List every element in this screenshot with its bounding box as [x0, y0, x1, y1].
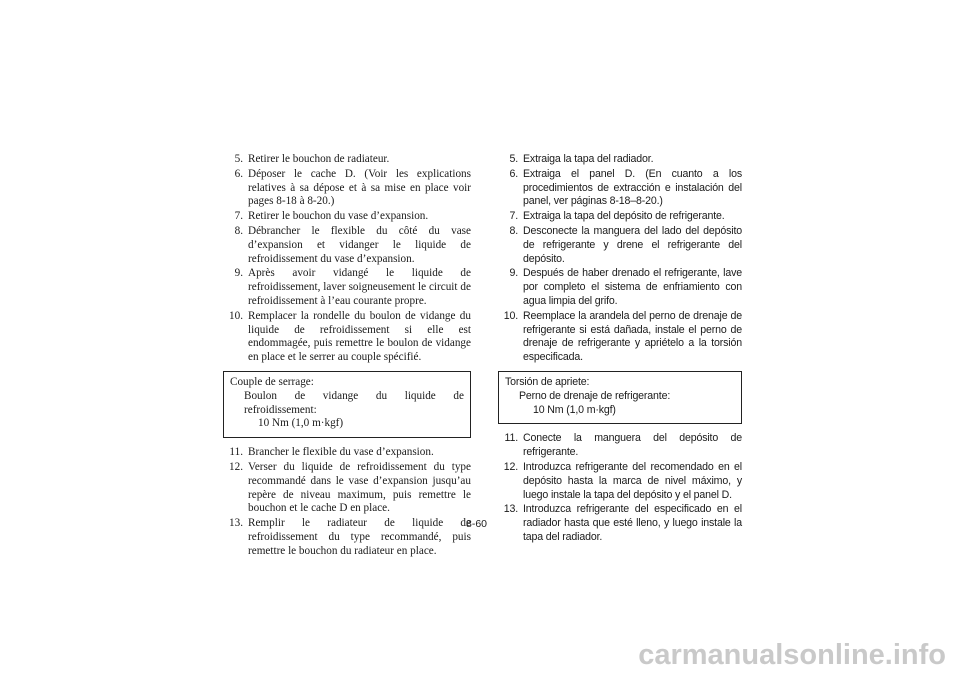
step-number: 10. [503, 309, 518, 322]
step-number: 7. [509, 210, 518, 223]
list-item [221, 168, 471, 209]
torque-box-item: Perno de drenaje de refrigerante: [519, 389, 671, 402]
spanish-column [496, 153, 742, 546]
list-item [496, 432, 742, 460]
french-column [221, 153, 471, 560]
step-number: 12. [229, 460, 243, 473]
list-item [221, 210, 471, 224]
french-torque-box [223, 371, 471, 438]
step-text: Verser du liquide de refroidissement du type recommandé dans le vase d’expansion jusqu’au repère de niveau maximum, puis remettre le bouchon et le cache D en place. [248, 460, 471, 515]
step-text: Desconecte la manguera del lado del depósito de refrigerante y drene el refrigerante del depósito. [523, 224, 742, 265]
list-item [221, 267, 471, 308]
list-item [221, 517, 471, 558]
step-text: Débrancher le flexible du côté du vase d’expansion et vidanger le liquide de refroidissement du vase d’expansion. [248, 224, 471, 265]
step-number: 10. [229, 309, 243, 322]
torque-box-title: Couple de serrage: [230, 375, 314, 388]
list-item [496, 225, 742, 266]
step-number: 11. [229, 446, 243, 459]
step-text: Reemplace la arandela del perno de drenaje de refrigerante si está dañada, instale el perno de drenaje de refrigerante y apriételo a la torsión especificada. [523, 309, 742, 364]
step-text: Remplir le radiateur de liquide de refroidissement du type recommandé, puis remettre le bouchon du radiateur en place. [248, 517, 471, 557]
list-item [496, 503, 742, 544]
step-text: Remplacer la rondelle du boulon de vidange du liquide de refroidissement si elle est endommagée, puis remettre le boulon de vidange en place et le serrer au couple spécifié. [248, 309, 471, 364]
step-text: Extraiga la tapa del radiador. [523, 153, 654, 165]
list-item [496, 461, 742, 502]
list-item [496, 310, 742, 365]
spanish-steps-a [496, 153, 742, 365]
spanish-torque-box [498, 371, 742, 424]
torque-box-item: Boulon de vidange du liquide de refroidissement: [244, 389, 464, 416]
step-text: Retirer le bouchon du vase d’expansion. [248, 210, 429, 223]
list-item [496, 168, 742, 209]
step-number: 9. [234, 267, 243, 280]
spanish-steps-b [496, 432, 742, 544]
step-text: Después de haber drenado el refrigerante, lave por completo el sistema de enfriamiento con agua limpia del grifo. [523, 267, 742, 307]
step-number: 9. [509, 267, 518, 280]
french-steps-b [221, 446, 471, 558]
list-item [221, 310, 471, 365]
step-number: 8. [509, 224, 518, 237]
step-text: Après avoir vidangé le liquide de refroidissement, laver soigneusement le circuit de refroidissement à l’eau courante propre. [248, 267, 471, 307]
step-text: Introduzca refrigerante del especificado en el radiador hasta que esté lleno, y luego instale la tapa del radiador. [523, 503, 742, 543]
step-number: 11. [504, 432, 518, 445]
step-text: Extraiga la tapa del depósito de refrigerante. [523, 210, 725, 223]
step-number: 13. [229, 517, 243, 530]
list-item [496, 267, 742, 308]
step-number: 7. [234, 210, 243, 223]
step-text: Déposer le cache D. (Voir les explications relatives à sa dépose et à sa mise en place voir pages 8-18 à 8-20.) [248, 167, 471, 208]
step-number: 12. [503, 460, 518, 473]
page-number: 8-60 [466, 518, 488, 530]
list-item [221, 153, 471, 167]
torque-box-value: 10 Nm (1,0 m·kgf) [533, 403, 616, 416]
step-number: 6. [234, 167, 243, 180]
step-number: 5. [509, 153, 518, 165]
list-item [221, 225, 471, 266]
list-item [221, 461, 471, 516]
torque-box-title: Torsión de apriete: [505, 375, 590, 388]
step-number: 6. [509, 167, 518, 180]
step-text: Retirer le bouchon de radiateur. [248, 153, 390, 165]
step-text: Introduzca refrigerante del recomendado en el depósito hasta la marca de nivel máximo, y luego instale la tapa del depósito y el panel D. [523, 460, 742, 501]
watermark: carmanualsonline.info [638, 639, 946, 671]
list-item [496, 153, 742, 167]
list-item [496, 210, 742, 224]
list-item [221, 446, 471, 460]
step-number: 13. [503, 503, 518, 516]
step-number: 5. [234, 153, 243, 165]
french-steps-a [221, 153, 471, 365]
step-text: Brancher le flexible du vase d’expansion. [248, 446, 434, 459]
step-number: 8. [234, 224, 243, 237]
torque-box-value: 10 Nm (1,0 m·kgf) [258, 417, 344, 430]
step-text: Conecte la manguera del depósito de refrigerante. [523, 432, 742, 459]
step-text: Extraiga el panel D. (En cuanto a los procedimientos de extracción e instalación del panel, ver páginas 8-18–8-20.) [523, 167, 742, 208]
